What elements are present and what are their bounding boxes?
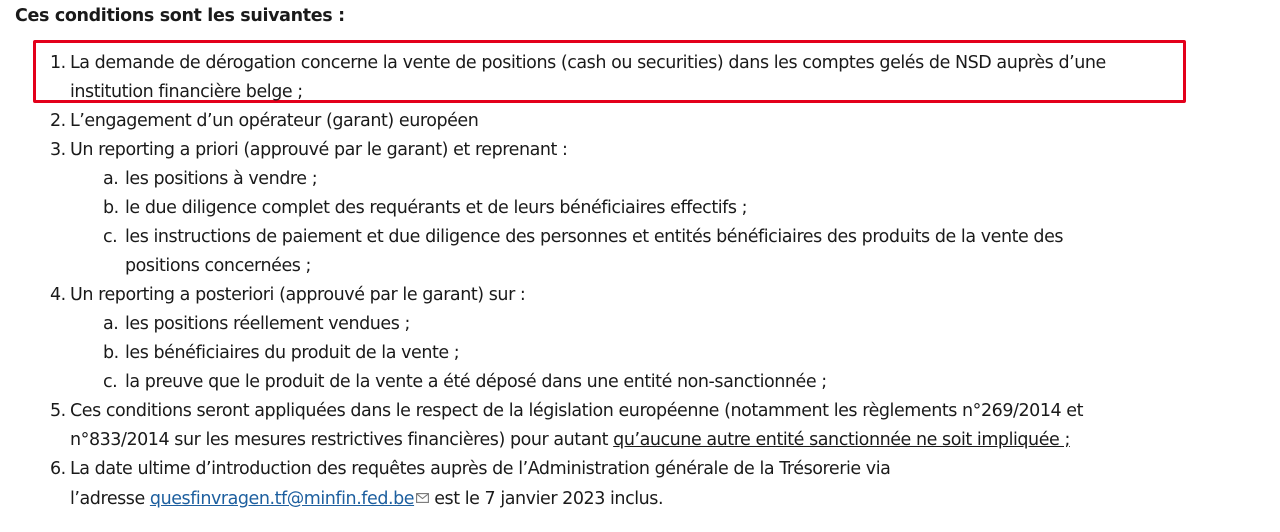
conditions-list (0, 49, 1280, 514)
list-item (0, 281, 1280, 310)
item-number: 1. (50, 53, 66, 73)
sub-list-item (0, 165, 1280, 194)
email-link[interactable]: quesfinvragen.tf@minfin.fed.be (149, 489, 415, 509)
sub-item-letter: a. (103, 169, 119, 189)
sub-list-item (0, 194, 1280, 223)
item-text: n°833/2014 sur les mesures restrictives financières) pour autant (70, 430, 614, 450)
list-item (0, 455, 1280, 514)
sub-list-item (0, 339, 1280, 368)
list-item (0, 136, 1280, 165)
sub-list-item (0, 368, 1280, 397)
mail-icon (416, 484, 429, 513)
conditions-heading: Ces conditions sont les suivantes : (15, 6, 345, 26)
item-text: positions concernées ; (125, 256, 311, 276)
item-text: L’engagement d’un opérateur (garant) européen (70, 111, 479, 131)
item-text: est le 7 janvier 2023 inclus. (429, 489, 664, 509)
sub-item-letter: b. (103, 343, 119, 363)
item-number: 6. (50, 459, 66, 479)
item-text: les positions à vendre ; (125, 169, 318, 189)
item-text: l’adresse (70, 489, 150, 509)
item-text: La date ultime d’introduction des requêtes auprès de l’Administration générale de la Trésorerie via (70, 459, 891, 479)
list-item (0, 397, 1280, 455)
sub-item-letter: c. (103, 372, 118, 392)
item-text: le due diligence complet des requérants et de leurs bénéficiaires effectifs ; (125, 198, 748, 218)
item-text: Un reporting a posteriori (approuvé par le garant) sur : (70, 285, 526, 305)
underlined-text: qu’aucune autre entité sanctionnée ne soit impliquée ; (613, 430, 1070, 450)
list-item (0, 49, 1280, 107)
item-number: 5. (50, 401, 66, 421)
item-number: 2. (50, 111, 66, 131)
item-text: Un reporting a priori (approuvé par le garant) et reprenant : (70, 140, 568, 160)
sub-item-letter: a. (103, 314, 119, 334)
list-item (0, 107, 1280, 136)
item-number: 4. (50, 285, 66, 305)
item-text: institution financière belge ; (70, 82, 303, 102)
item-text: les bénéficiaires du produit de la vente ; (125, 343, 460, 363)
item-text: les positions réellement vendues ; (125, 314, 410, 334)
sub-list-item (0, 310, 1280, 339)
item-text: les instructions de paiement et due diligence des personnes et entités bénéficiaires des produits de la vente des (125, 227, 1064, 247)
sub-list-item (0, 223, 1280, 281)
item-text: la preuve que le produit de la vente a été déposé dans une entité non-sanctionnée ; (125, 372, 827, 392)
sub-item-letter: b. (103, 198, 119, 218)
item-number: 3. (50, 140, 66, 160)
item-text: Ces conditions seront appliquées dans le respect de la législation européenne (notamment les règlements n°269/2014 et (70, 401, 1084, 421)
item-text: La demande de dérogation concerne la vente de positions (cash ou securities) dans les comptes gelés de NSD auprès d’une (70, 53, 1106, 73)
sub-item-letter: c. (103, 227, 118, 247)
